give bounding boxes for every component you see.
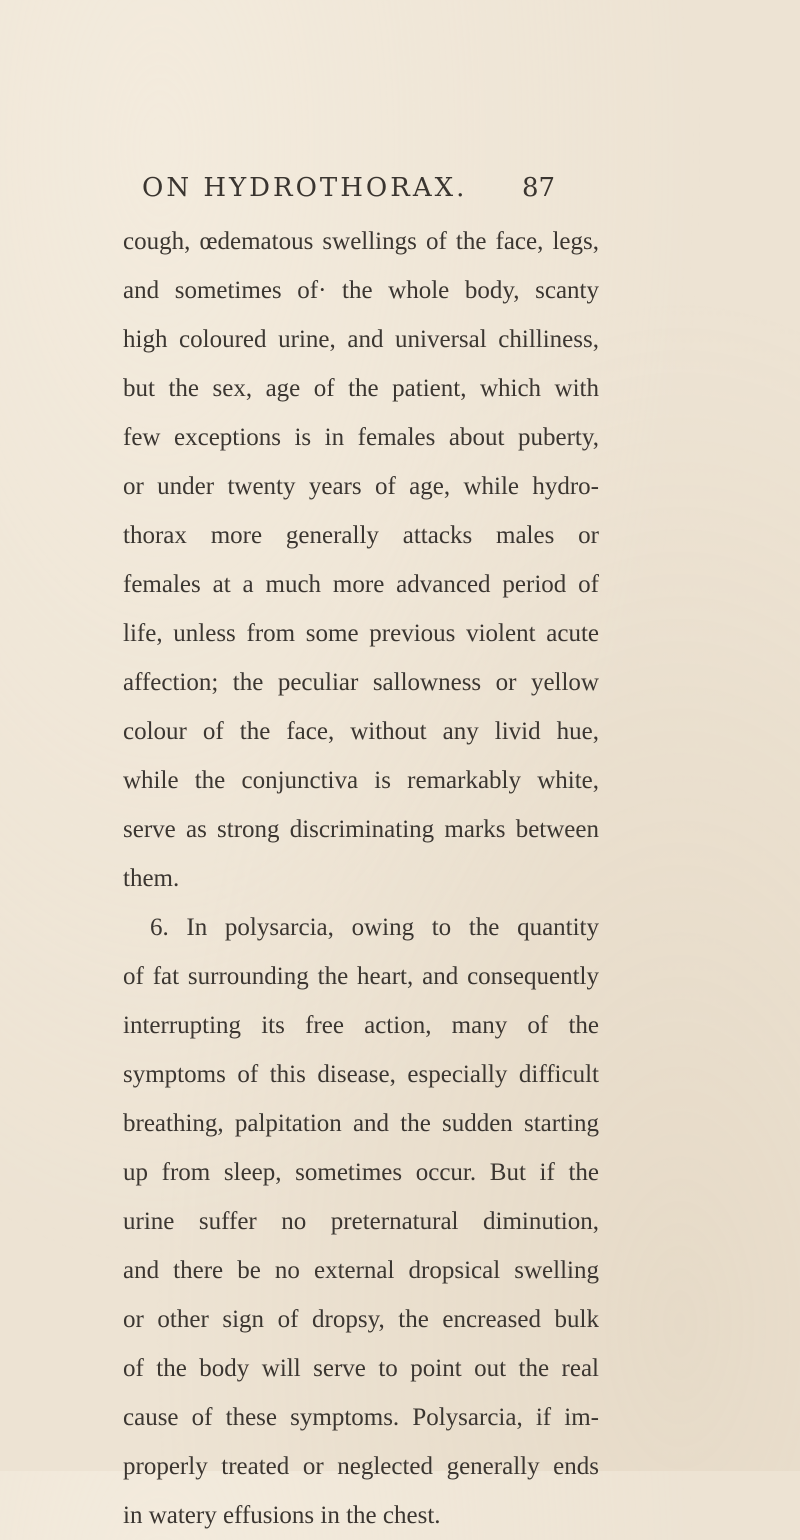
text-line: while the conjunctiva is remarkably white, [123, 767, 599, 794]
text-line: and there be no external dropsical swelling [123, 1257, 599, 1284]
text-line: cough, œdematous swellings of the face, legs, [123, 228, 599, 255]
running-title: ON HYDROTHORAX. [142, 173, 468, 203]
text-line: high coloured urine, and universal chilliness, [123, 326, 599, 353]
text-line: life, unless from some previous violent acute [123, 620, 599, 647]
text-line: affection; the peculiar sallowness or yellow [123, 669, 599, 696]
text-line: of the body will serve to point out the real [123, 1355, 599, 1382]
text-line: properly treated or neglected generally ends [123, 1453, 599, 1480]
paragraph-end-line: in watery effusions in the chest. [123, 1502, 441, 1529]
text-line: breathing, palpitation and the sudden starting [123, 1110, 599, 1137]
running-head [120, 168, 590, 208]
body-text [123, 217, 599, 1540]
text-line: interrupting its free action, many of the [123, 1012, 599, 1039]
text-line: but the sex, age of the patient, which with [123, 375, 599, 402]
text-line: colour of the face, without any livid hue, [123, 718, 599, 745]
text-line: urine suffer no preternatural diminution, [123, 1208, 599, 1235]
text-line: thorax more generally attacks males or [123, 522, 599, 549]
text-line: few exceptions is in females about puberty, [123, 424, 599, 451]
text-line: cause of these symptoms. Polysarcia, if im- [123, 1404, 599, 1431]
text-line: and sometimes of· the whole body, scanty [123, 277, 599, 304]
text-line: serve as strong discriminating marks between [123, 816, 599, 843]
paragraph-start-line: 6. In polysarcia, owing to the quantity [150, 914, 599, 941]
text-line: of fat surrounding the heart, and consequently [123, 963, 599, 990]
text-line: symptoms of this disease, especially difficult [123, 1061, 599, 1088]
text-line: or other sign of dropsy, the encreased bulk [123, 1306, 599, 1333]
text-line: up from sleep, sometimes occur. But if the [123, 1159, 599, 1186]
text-line: or under twenty years of age, while hydro- [123, 473, 599, 500]
page-number: 87 [522, 173, 556, 203]
text-line: females at a much more advanced period of [123, 571, 599, 598]
paragraph-end-line: them. [123, 865, 180, 892]
